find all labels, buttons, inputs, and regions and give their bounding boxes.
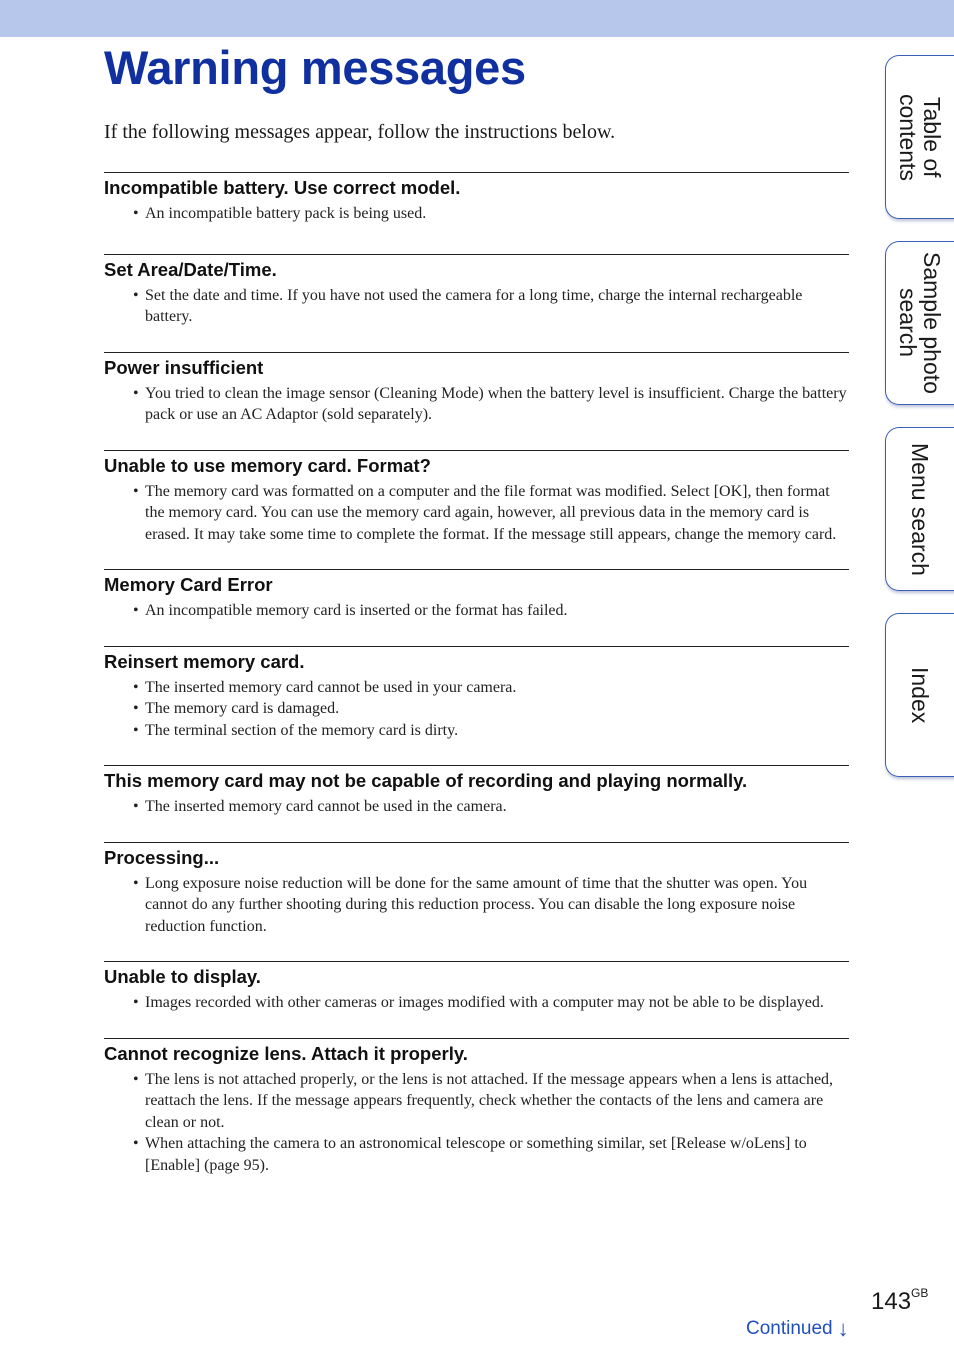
bullet-item: • Long exposure noise reduction will be done for the same amount of time that the shutter was open. You cannot do any further shooting during this reduction process. You can disable the long exposure noise reduction function. [104,873,849,938]
tab-table-of-contents[interactable] [885,55,954,219]
bullet-item: • The memory card is damaged. [104,698,849,720]
tab-menu-search[interactable] [885,427,954,591]
message-section [104,1038,849,1201]
message-title: Power insufficient [104,356,264,378]
message-title: Set Area/Date/Time. [104,258,277,280]
bullet-item: • An incompatible battery pack is being used. [104,203,849,225]
message-section [104,352,849,450]
bullet-item: • When attaching the camera to an astronomical telescope or something similar, set [Release w/oLens] to [Enable] (page 95). [104,1133,849,1176]
message-section [104,646,849,766]
page-title: Warning messages [104,41,526,94]
message-title: This memory card may not be capable of recording and playing normally. [104,770,748,791]
bullet-list [104,796,849,818]
message-title: Unable to display. [104,966,261,987]
message-title: Processing... [104,846,220,868]
continued-label: Continued [746,1318,833,1339]
message-title: Memory Card Error [104,574,273,595]
bullet-list [104,873,849,938]
page-number-value: 143 [871,1288,912,1315]
bullet-item: • The terminal section of the memory card is dirty. [104,720,849,742]
bullet-item: • The memory card was formatted on a computer and the file format was modified. Select [OK], then format the memory card. You can use the memory card again, however, all previous data in the memory card is erased. It may take some time to complete the format. If the message still appears, change the memory card. [104,481,849,546]
message-section [104,450,849,570]
tab-label: Index [907,666,933,724]
tab-label: Table of contents [895,93,945,181]
intro-text: If the following messages appear, follow the instructions below. [104,121,616,143]
bullet-list [104,1069,849,1177]
tab-sample-photo-search[interactable] [885,241,954,405]
message-section [104,842,849,962]
header-band [0,0,954,37]
continued-link[interactable] [746,1317,849,1341]
bullet-item: • Images recorded with other cameras or images modified with a computer may not be able to be displayed. [104,992,849,1014]
down-arrow-icon: ↓ [837,1316,849,1341]
message-section [104,961,849,1038]
message-title: Incompatible battery. Use correct model. [104,177,461,198]
message-section [104,569,849,646]
message-title: Cannot recognize lens. Attach it properly. [104,1042,468,1064]
message-section [104,254,849,352]
bullet-list [104,481,849,546]
message-section [104,765,849,842]
message-title: Reinsert memory card. [104,650,305,672]
bullet-item: • The inserted memory card cannot be used in the camera. [104,796,849,818]
bullet-list [104,203,849,225]
page-number-suffix: GB [911,1286,929,1300]
bullet-item: • The lens is not attached properly, or the lens is not attached. If the message appears when a lens is attached, reattach the lens. If the message appears frequently, check whether the contacts of the lens and camera are clean or not. [104,1069,849,1134]
message-title: Unable to use memory card. Format? [104,454,431,476]
tab-label: Menu search [907,442,933,576]
tab-label: Sample photo search [895,252,945,394]
bullet-item: • The inserted memory card cannot be used in your camera. [104,677,849,699]
message-section [104,172,849,254]
bullet-list [104,677,849,742]
bullet-item: • Set the date and time. If you have not used the camera for a long time, charge the internal rechargeable battery. [104,285,849,328]
warning-message-list [104,172,849,1200]
page-number [871,1278,928,1317]
bullet-item: • You tried to clean the image sensor (Cleaning Mode) when the battery level is insufficient. Charge the battery pack or use an AC Adaptor (sold separately). [104,383,849,426]
bullet-list [104,600,849,622]
bullet-item: • An incompatible memory card is inserted or the format has failed. [104,600,849,622]
bullet-list [104,285,849,328]
bullet-list [104,992,849,1014]
bullet-list [104,383,849,426]
tab-index[interactable] [885,613,954,777]
